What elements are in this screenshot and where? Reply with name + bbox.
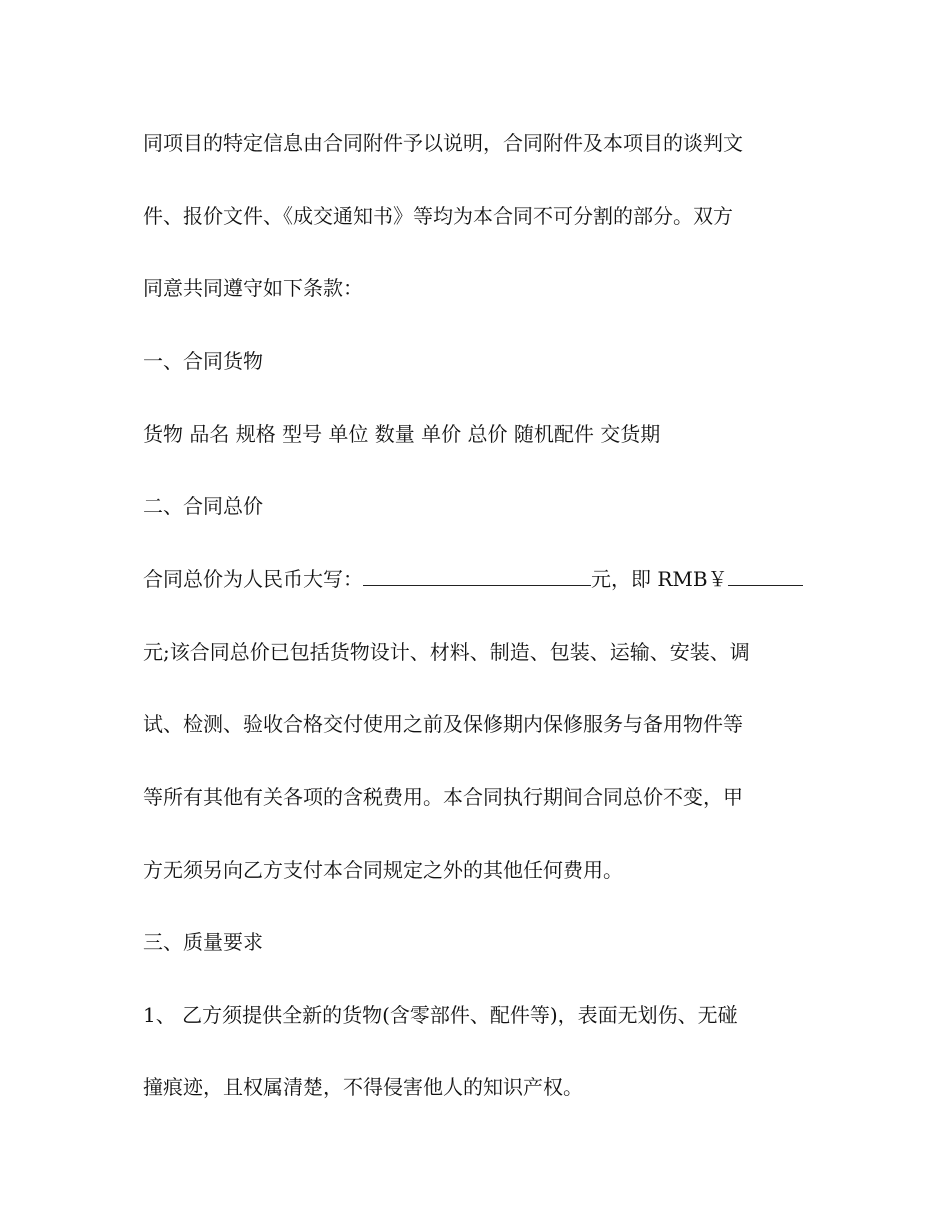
price-line: [143, 567, 803, 591]
paragraph-line: 元;该合同总价已包括货物设计、材料、制造、包装、运输、安装、调: [143, 640, 750, 664]
paragraph-line: 同项目的特定信息由合同附件予以说明，合同附件及本项目的谈判文: [143, 131, 743, 155]
amount-in-figures-blank[interactable]: [728, 567, 803, 586]
paragraph-line: 方无须另向乙方支付本合同规定之外的其他任何费用。: [143, 858, 623, 882]
paragraph-line: 撞痕迹，且权属清楚，不得侵害他人的知识产权。: [143, 1075, 583, 1099]
paragraph-line: 等所有其他有关各项的含税费用。本合同执行期间合同总价不变，甲: [143, 785, 743, 809]
section-heading-price: 二、合同总价: [143, 494, 263, 518]
paragraph-line: 试、检测、验收合格交付使用之前及保修期内保修服务与备用物件等: [143, 712, 743, 736]
paragraph-line: 件、报价文件、《成交通知书》等均为本合同不可分割的部分。双方: [143, 204, 733, 228]
section-heading-quality: 三、质量要求: [143, 930, 263, 954]
amount-in-words-blank[interactable]: [363, 567, 591, 586]
price-middle: 元，即 RMB￥: [591, 567, 728, 591]
paragraph-line: 1、 乙方须提供全新的货物(含零部件、配件等)，表面无划伤、无碰: [143, 1003, 738, 1027]
price-prefix: 合同总价为人民币大写：: [143, 567, 363, 591]
goods-columns-line: 货物 品名 规格 型号 单位 数量 单价 总价 随机配件 交货期: [143, 422, 661, 446]
paragraph-line: 同意共同遵守如下条款：: [143, 276, 363, 300]
section-heading-goods: 一、合同货物: [143, 349, 263, 373]
